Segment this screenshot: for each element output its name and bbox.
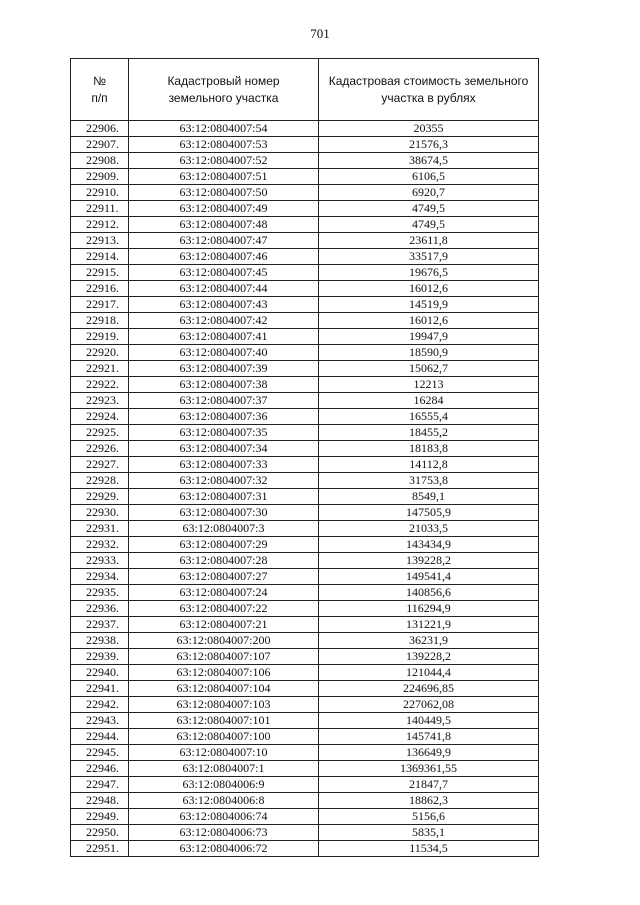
table-row — [71, 217, 539, 233]
cadastral-value: 149541,4 — [319, 569, 539, 585]
cadastral-number: 63:12:0804007:1 — [129, 761, 319, 777]
table-row — [71, 729, 539, 745]
row-number: 22909. — [71, 169, 129, 185]
cadastral-value: 5156,6 — [319, 809, 539, 825]
row-number: 22938. — [71, 633, 129, 649]
row-number: 22917. — [71, 297, 129, 313]
cadastral-value: 19947,9 — [319, 329, 539, 345]
cadastral-number: 63:12:0804006:73 — [129, 825, 319, 841]
cadastral-value: 140856,6 — [319, 585, 539, 601]
cadastral-value: 16555,4 — [319, 409, 539, 425]
row-number: 22929. — [71, 489, 129, 505]
cadastral-value: 19676,5 — [319, 265, 539, 281]
cadastral-number: 63:12:0804007:104 — [129, 681, 319, 697]
cadastral-value: 16284 — [319, 393, 539, 409]
row-number: 22945. — [71, 745, 129, 761]
row-number: 22948. — [71, 793, 129, 809]
row-number: 22908. — [71, 153, 129, 169]
table-row — [71, 841, 539, 857]
cadastral-value: 224696,85 — [319, 681, 539, 697]
cadastral-number: 63:12:0804007:27 — [129, 569, 319, 585]
cadastral-value: 33517,9 — [319, 249, 539, 265]
cadastral-number: 63:12:0804007:54 — [129, 121, 319, 137]
cadastral-number: 63:12:0804007:22 — [129, 601, 319, 617]
cadastral-number: 63:12:0804007:50 — [129, 185, 319, 201]
row-number: 22949. — [71, 809, 129, 825]
cadastral-number: 63:12:0804007:44 — [129, 281, 319, 297]
table-row — [71, 201, 539, 217]
row-number: 22941. — [71, 681, 129, 697]
cadastral-number: 63:12:0804007:37 — [129, 393, 319, 409]
cadastral-number: 63:12:0804007:30 — [129, 505, 319, 521]
row-number: 22921. — [71, 361, 129, 377]
cadastral-number: 63:12:0804007:45 — [129, 265, 319, 281]
cadastral-value: 145741,8 — [319, 729, 539, 745]
cadastral-value: 18590,9 — [319, 345, 539, 361]
row-number: 22947. — [71, 777, 129, 793]
table-row — [71, 713, 539, 729]
cadastral-number: 63:12:0804007:43 — [129, 297, 319, 313]
table-row — [71, 425, 539, 441]
cadastral-number: 63:12:0804007:28 — [129, 553, 319, 569]
cadastral-value: 143434,9 — [319, 537, 539, 553]
table-row — [71, 569, 539, 585]
table-row — [71, 809, 539, 825]
cadastral-number: 63:12:0804007:34 — [129, 441, 319, 457]
cadastral-value: 140449,5 — [319, 713, 539, 729]
table-row — [71, 297, 539, 313]
cadastral-number: 63:12:0804007:36 — [129, 409, 319, 425]
cadastral-value: 38674,5 — [319, 153, 539, 169]
header-number: № п/п — [71, 59, 129, 121]
cadastral-value: 11534,5 — [319, 841, 539, 857]
table-row — [71, 249, 539, 265]
row-number: 22946. — [71, 761, 129, 777]
table-row — [71, 345, 539, 361]
cadastral-number: 63:12:0804007:48 — [129, 217, 319, 233]
cadastral-value: 23611,8 — [319, 233, 539, 249]
cadastral-value: 227062,08 — [319, 697, 539, 713]
row-number: 22925. — [71, 425, 129, 441]
row-number: 22943. — [71, 713, 129, 729]
table-row — [71, 265, 539, 281]
cadastral-value: 21576,3 — [319, 137, 539, 153]
cadastral-number: 63:12:0804007:42 — [129, 313, 319, 329]
cadastral-number: 63:12:0804007:51 — [129, 169, 319, 185]
row-number: 22907. — [71, 137, 129, 153]
row-number: 22936. — [71, 601, 129, 617]
cadastral-number: 63:12:0804007:10 — [129, 745, 319, 761]
row-number: 22911. — [71, 201, 129, 217]
cadastral-number: 63:12:0804007:21 — [129, 617, 319, 633]
row-number: 22923. — [71, 393, 129, 409]
cadastral-number: 63:12:0804007:101 — [129, 713, 319, 729]
cadastral-value: 1369361,55 — [319, 761, 539, 777]
table-row — [71, 745, 539, 761]
cadastral-number: 63:12:0804007:35 — [129, 425, 319, 441]
cadastral-value: 12213 — [319, 377, 539, 393]
row-number: 22944. — [71, 729, 129, 745]
cadastral-value: 18455,2 — [319, 425, 539, 441]
table-row — [71, 185, 539, 201]
cadastral-number: 63:12:0804006:8 — [129, 793, 319, 809]
cadastral-number: 63:12:0804006:74 — [129, 809, 319, 825]
table-row — [71, 617, 539, 633]
cadastral-number: 63:12:0804007:41 — [129, 329, 319, 345]
row-number: 22918. — [71, 313, 129, 329]
table-row — [71, 777, 539, 793]
table-row — [71, 121, 539, 137]
cadastral-value: 31753,8 — [319, 473, 539, 489]
cadastral-value: 14519,9 — [319, 297, 539, 313]
row-number: 22934. — [71, 569, 129, 585]
table-row — [71, 825, 539, 841]
cadastral-number: 63:12:0804007:49 — [129, 201, 319, 217]
cadastral-value: 139228,2 — [319, 553, 539, 569]
table-row — [71, 329, 539, 345]
table-row — [71, 537, 539, 553]
table-header-row — [71, 59, 539, 121]
cadastral-number: 63:12:0804007:29 — [129, 537, 319, 553]
cadastral-value: 131221,9 — [319, 617, 539, 633]
row-number: 22915. — [71, 265, 129, 281]
cadastral-value: 21033,5 — [319, 521, 539, 537]
table-row — [71, 761, 539, 777]
table-row — [71, 409, 539, 425]
cadastral-value: 20355 — [319, 121, 539, 137]
table-row — [71, 441, 539, 457]
cadastral-number: 63:12:0804006:9 — [129, 777, 319, 793]
cadastral-value: 21847,7 — [319, 777, 539, 793]
table-row — [71, 633, 539, 649]
row-number: 22924. — [71, 409, 129, 425]
cadastral-value: 18862,3 — [319, 793, 539, 809]
row-number: 22920. — [71, 345, 129, 361]
row-number: 22922. — [71, 377, 129, 393]
cadastral-number: 63:12:0804007:31 — [129, 489, 319, 505]
cadastral-number: 63:12:0804006:72 — [129, 841, 319, 857]
table-row — [71, 377, 539, 393]
cadastral-number: 63:12:0804007:107 — [129, 649, 319, 665]
table-row — [71, 393, 539, 409]
table-row — [71, 281, 539, 297]
cadastral-table — [70, 58, 539, 857]
cadastral-value: 116294,9 — [319, 601, 539, 617]
cadastral-number: 63:12:0804007:52 — [129, 153, 319, 169]
cadastral-value: 4749,5 — [319, 217, 539, 233]
cadastral-number: 63:12:0804007:24 — [129, 585, 319, 601]
row-number: 22950. — [71, 825, 129, 841]
header-cadastral-number: Кадастровый номер земельного участка — [129, 59, 319, 121]
cadastral-number: 63:12:0804007:47 — [129, 233, 319, 249]
table-row — [71, 505, 539, 521]
row-number: 22939. — [71, 649, 129, 665]
row-number: 22940. — [71, 665, 129, 681]
cadastral-value: 4749,5 — [319, 201, 539, 217]
table-row — [71, 233, 539, 249]
row-number: 22930. — [71, 505, 129, 521]
row-number: 22926. — [71, 441, 129, 457]
row-number: 22927. — [71, 457, 129, 473]
table-row — [71, 697, 539, 713]
cadastral-number: 63:12:0804007:33 — [129, 457, 319, 473]
cadastral-value: 15062,7 — [319, 361, 539, 377]
table-row — [71, 665, 539, 681]
cadastral-number: 63:12:0804007:103 — [129, 697, 319, 713]
cadastral-value: 147505,9 — [319, 505, 539, 521]
cadastral-value: 14112,8 — [319, 457, 539, 473]
cadastral-value: 136649,9 — [319, 745, 539, 761]
table-row — [71, 681, 539, 697]
row-number: 22906. — [71, 121, 129, 137]
table-row — [71, 521, 539, 537]
table-row — [71, 473, 539, 489]
table-row — [71, 169, 539, 185]
cadastral-number: 63:12:0804007:106 — [129, 665, 319, 681]
cadastral-value: 5835,1 — [319, 825, 539, 841]
cadastral-number: 63:12:0804007:38 — [129, 377, 319, 393]
row-number: 22931. — [71, 521, 129, 537]
cadastral-number: 63:12:0804007:32 — [129, 473, 319, 489]
cadastral-value: 121044,4 — [319, 665, 539, 681]
table-row — [71, 601, 539, 617]
cadastral-number: 63:12:0804007:40 — [129, 345, 319, 361]
table-row — [71, 649, 539, 665]
row-number: 22919. — [71, 329, 129, 345]
table-row — [71, 489, 539, 505]
cadastral-number: 63:12:0804007:200 — [129, 633, 319, 649]
cadastral-number: 63:12:0804007:3 — [129, 521, 319, 537]
row-number: 22942. — [71, 697, 129, 713]
cadastral-number: 63:12:0804007:46 — [129, 249, 319, 265]
cadastral-value: 8549,1 — [319, 489, 539, 505]
row-number: 22932. — [71, 537, 129, 553]
row-number: 22912. — [71, 217, 129, 233]
cadastral-number: 63:12:0804007:53 — [129, 137, 319, 153]
cadastral-value: 16012,6 — [319, 313, 539, 329]
cadastral-number: 63:12:0804007:100 — [129, 729, 319, 745]
row-number: 22951. — [71, 841, 129, 857]
row-number: 22910. — [71, 185, 129, 201]
table-row — [71, 153, 539, 169]
table-row — [71, 793, 539, 809]
table-row — [71, 361, 539, 377]
cadastral-value: 6106,5 — [319, 169, 539, 185]
row-number: 22913. — [71, 233, 129, 249]
row-number: 22935. — [71, 585, 129, 601]
cadastral-value: 16012,6 — [319, 281, 539, 297]
row-number: 22916. — [71, 281, 129, 297]
table-row — [71, 137, 539, 153]
row-number: 22933. — [71, 553, 129, 569]
cadastral-value: 139228,2 — [319, 649, 539, 665]
row-number: 22937. — [71, 617, 129, 633]
row-number: 22928. — [71, 473, 129, 489]
cadastral-value: 6920,7 — [319, 185, 539, 201]
page-number: 701 — [310, 26, 330, 41]
row-number: 22914. — [71, 249, 129, 265]
table-row — [71, 457, 539, 473]
cadastral-value: 36231,9 — [319, 633, 539, 649]
cadastral-value: 18183,8 — [319, 441, 539, 457]
table-row — [71, 585, 539, 601]
cadastral-number: 63:12:0804007:39 — [129, 361, 319, 377]
header-cadastral-value: Кадастровая стоимость земельного участка в рублях — [319, 59, 539, 121]
table-row — [71, 553, 539, 569]
table-row — [71, 313, 539, 329]
